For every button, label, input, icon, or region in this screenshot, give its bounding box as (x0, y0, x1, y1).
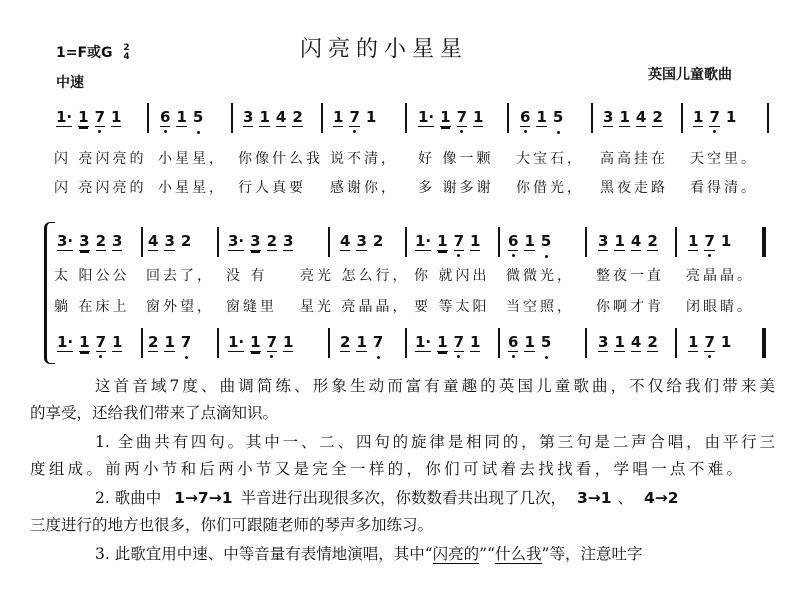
note: 6 (520, 108, 531, 126)
note: 4 (630, 232, 642, 250)
paragraph-3-line1 (95, 542, 642, 564)
note: 1 (536, 108, 547, 126)
note: 1 (259, 108, 270, 126)
note: 2 (647, 333, 658, 351)
barline (231, 103, 233, 133)
measure-B (508, 333, 551, 352)
measure-F (148, 232, 191, 251)
note: 1 (720, 333, 732, 351)
p2-text-c: 、 (617, 489, 634, 507)
note: 3 (112, 232, 123, 250)
lyric-syllables: 窗缝里 (226, 299, 277, 315)
note: 1 (688, 333, 699, 351)
measure-C (603, 108, 663, 127)
measure-B (160, 108, 203, 127)
paragraph-1-line2: 度组成。前两小节和后两小节又是完全一样的，你们可试着去找找看，学唱一点不难。 (30, 460, 742, 478)
note: 1 (356, 333, 367, 351)
paragraph-2-line1 (95, 486, 679, 508)
note: 1 (112, 333, 123, 351)
note: 2 (372, 232, 384, 250)
lyric-syllables: 整夜一直 (596, 268, 664, 284)
lyric-syllables: 大宝石， (516, 151, 584, 167)
note: 7 (266, 333, 278, 351)
note: 1 (164, 333, 175, 351)
note: 7 (349, 108, 360, 126)
barline (217, 328, 219, 358)
note: 2 (292, 108, 303, 126)
lyric-syllables: 躺 在床上 (54, 299, 130, 315)
lyric-syllables: 好 像一颗 (418, 151, 494, 167)
barline (591, 103, 593, 133)
note: 1· (57, 333, 74, 351)
note: 7 (704, 232, 715, 250)
note: 1 (524, 333, 535, 351)
note: 4 (340, 232, 351, 250)
measure-D (693, 108, 736, 127)
note: 1 (688, 232, 699, 250)
lyric-syllables: 当空照， (506, 299, 574, 315)
lyric-syllables: 亮光 怎么行， (300, 268, 410, 284)
p2-notes-third-2: 4→2 (643, 489, 679, 507)
measure-E (57, 232, 122, 251)
lyric-syllables: 微微光， (506, 268, 574, 284)
note: 6 (160, 108, 171, 126)
note: 1 (619, 108, 630, 126)
note: 1 (333, 108, 344, 126)
note: 5 (192, 108, 204, 126)
measure-A (56, 108, 121, 127)
measure-G (148, 333, 191, 352)
note: 5 (540, 333, 552, 351)
note: 4 (275, 108, 287, 126)
tempo-marking: 中速 (56, 75, 84, 91)
note: 5 (552, 108, 564, 126)
note: 1· (415, 232, 432, 250)
measure-D (688, 333, 731, 352)
note: 1 (693, 108, 704, 126)
note: 1 (614, 333, 625, 351)
composer: 英国儿童歌曲 (648, 67, 732, 83)
note: 7 (456, 108, 468, 126)
lyric-syllables: 看得清。 (690, 180, 758, 196)
measure-A (415, 333, 480, 352)
note: 7 (453, 333, 465, 351)
lyric-syllables: 多 谢多谢 (418, 180, 494, 196)
barline (328, 328, 330, 358)
note: 2 (95, 232, 107, 250)
note: 5 (540, 232, 552, 250)
time-signature (123, 44, 129, 62)
barline (217, 227, 219, 257)
barline (498, 328, 500, 358)
paragraph-intro-line2: 的享受，还给我们带来了点滴知识。 (30, 404, 279, 422)
measure-C (598, 333, 658, 352)
note: 2 (266, 232, 278, 250)
key-label: 1=F或G (56, 45, 113, 61)
p2-notes-third-1: 3→1 (576, 489, 612, 507)
p3-underlined-2: 什么我 (495, 545, 542, 563)
note: 3 (243, 108, 254, 126)
measure-A (418, 108, 483, 127)
measure-E (228, 232, 293, 251)
measure-C (598, 232, 658, 251)
note: 7 (453, 232, 465, 250)
note: 1· (228, 333, 245, 351)
lyric-syllables: 窗外望， (146, 299, 214, 315)
lyric-syllables: 没 有 (226, 268, 268, 284)
note: 2 (148, 333, 159, 351)
note: 1 (78, 108, 89, 126)
measure-A (57, 333, 122, 352)
barline (328, 227, 330, 257)
p3-underlined-1: 闪亮的 (432, 545, 480, 563)
measure-F (340, 232, 383, 251)
note: 1· (56, 108, 73, 126)
barline (507, 103, 509, 133)
lyric-syllables: 黑夜走路 (600, 180, 668, 196)
lyric-syllables: 太 阳公公 (54, 268, 130, 284)
note: 1 (720, 232, 732, 250)
note: 4 (148, 232, 159, 250)
note: 7 (372, 333, 384, 351)
final-barline (762, 227, 766, 257)
note: 1 (614, 232, 625, 250)
lyric-syllables: 闭眼睛。 (686, 299, 754, 315)
paragraph-1-line1: 1. 全曲共有四句。其中一、二、四句的旋律是相同的，第三句是二声合唱，由平行三 (95, 433, 775, 451)
note: 1· (418, 108, 435, 126)
note: 1 (437, 333, 448, 351)
note: 2 (647, 232, 658, 250)
note: 7 (180, 333, 192, 351)
final-barline (762, 328, 766, 358)
p2-text-a: 2. 歌曲中 (95, 489, 162, 507)
measure-A (228, 333, 293, 352)
barline (405, 328, 407, 358)
system-brace (44, 222, 55, 364)
barline (675, 227, 677, 257)
note: 3 (598, 333, 609, 351)
barline (147, 103, 149, 133)
barline (585, 328, 587, 358)
note: 7 (709, 108, 720, 126)
measure-B (520, 108, 563, 127)
paragraph-intro-line1: 这首音域7度、曲调简练、形象生动而富有童趣的英国儿童歌曲，不仅给我们带来美 (95, 377, 775, 395)
measure-D (333, 108, 376, 127)
note: 4 (630, 333, 642, 351)
note: 2 (180, 232, 192, 250)
note: 1 (250, 333, 261, 351)
paragraph-2-line2: 三度进行的地方也很多，你们可跟随老师的琴声多加练习。 (30, 516, 434, 534)
barline (141, 227, 143, 257)
lyric-syllables: 说不清， (330, 151, 398, 167)
note: 1 (470, 232, 481, 250)
note: 1 (111, 108, 122, 126)
note: 6 (508, 232, 519, 250)
note: 1 (437, 232, 448, 250)
p3-text-b: ”“ (479, 545, 496, 563)
barline (405, 103, 407, 133)
song-title: 闪亮的小星星 (300, 37, 469, 62)
note: 3 (164, 232, 175, 250)
lyric-syllables: 你 就闪出 (414, 268, 490, 284)
note: 3 (250, 232, 261, 250)
note: 1 (283, 333, 294, 351)
p2-notes-semitone: 1→7→1 (174, 489, 233, 507)
lyric-syllables: 小星星， (158, 151, 226, 167)
barline (498, 227, 500, 257)
measure-A (415, 232, 480, 251)
lyric-syllables: 你啊才肯 (596, 299, 664, 315)
measure-C (243, 108, 303, 127)
measure-D (688, 232, 731, 251)
note: 2 (652, 108, 663, 126)
note: 1 (470, 333, 481, 351)
lyric-syllables: 感谢你， (330, 180, 398, 196)
note: 6 (508, 333, 519, 351)
note: 2 (340, 333, 351, 351)
lyric-syllables: 你借光， (516, 180, 584, 196)
lyric-syllables: 行人真要 (238, 180, 306, 196)
barline (321, 103, 323, 133)
note: 1 (79, 333, 90, 351)
note: 3· (57, 232, 74, 250)
lyric-syllables: 天空里。 (690, 151, 758, 167)
lyric-syllables: 闪 亮闪亮的 (54, 180, 147, 196)
barline (405, 227, 407, 257)
measure-B (508, 232, 551, 251)
note: 3 (79, 232, 90, 250)
p3-text-a: 3. 此歌宜用中速、中等音量有表情地演唱，其中“ (95, 545, 433, 563)
note: 3 (283, 232, 294, 250)
lyric-syllables: 你像什么我 (238, 151, 323, 167)
note: 7 (95, 333, 107, 351)
p2-text-b: 半音进行出现很多次，你数数看共出现了几次， (240, 489, 567, 507)
lyric-syllables: 星光 亮晶晶， (300, 299, 410, 315)
note: 1 (725, 108, 737, 126)
note: 1 (365, 108, 377, 126)
note: 1 (524, 232, 535, 250)
note: 3· (228, 232, 245, 250)
p3-text-c: ”等，注意吐字 (541, 545, 643, 563)
barline (675, 328, 677, 358)
lyric-syllables: 小星星， (158, 180, 226, 196)
measure-G (340, 333, 383, 352)
note: 7 (704, 333, 715, 351)
note: 1 (440, 108, 451, 126)
note: 1 (176, 108, 187, 126)
note: 4 (635, 108, 647, 126)
lyric-syllables: 要 等太阳 (414, 299, 490, 315)
lyric-syllables: 回去了， (146, 268, 214, 284)
barline (141, 328, 143, 358)
key-signature (56, 42, 130, 62)
barline (767, 103, 769, 133)
note: 3 (603, 108, 614, 126)
barline (681, 103, 683, 133)
lyric-syllables: 闪 亮闪亮的 (54, 151, 147, 167)
note: 1 (473, 108, 484, 126)
time-top: 2 (123, 43, 130, 53)
time-bottom: 4 (123, 52, 130, 62)
note: 3 (356, 232, 367, 250)
note: 3 (598, 232, 609, 250)
lyric-syllables: 高高挂在 (600, 151, 668, 167)
note: 7 (94, 108, 106, 126)
note: 1· (415, 333, 432, 351)
barline (585, 227, 587, 257)
lyric-syllables: 亮晶晶。 (686, 268, 754, 284)
